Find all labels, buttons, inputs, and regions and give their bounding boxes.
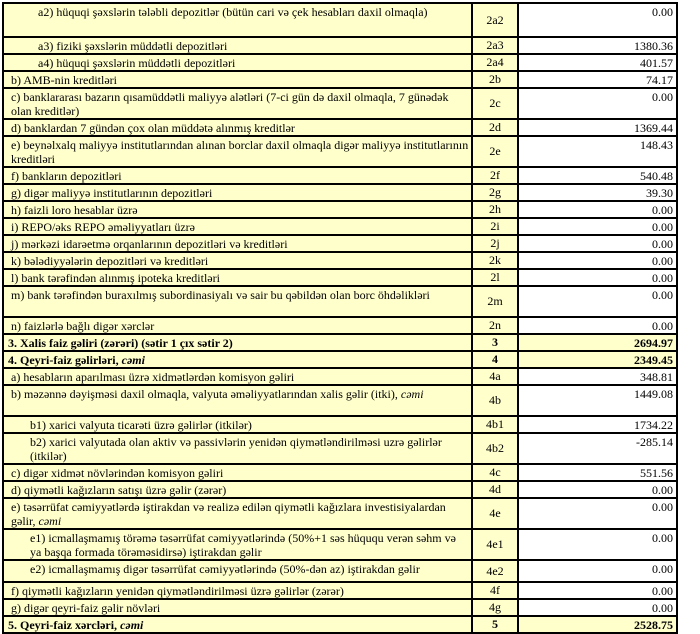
row-value: 1449.08 — [634, 387, 673, 401]
row-code-cell — [471, 499, 519, 528]
row-label: g) digər qeyri-faiz gəlir növləri — [11, 601, 161, 615]
row-label-cell — [4, 434, 471, 463]
row-value-cell — [519, 369, 676, 384]
row-label: f) bankların depozitləri — [11, 169, 122, 183]
row-value: 0.00 — [652, 237, 673, 251]
row-label: l) bank tərəfindən alınmış ipoteka kreditləri — [11, 271, 220, 285]
row-code-cell — [471, 89, 519, 118]
row-value-cell — [519, 202, 676, 217]
row-value: 39.30 — [646, 186, 673, 200]
row-label: a2) hüquqi şəxslərin tələbli depozitlər (bütün cari və çek hesabları daxil olmaqla) — [38, 5, 428, 19]
row-label-cell — [4, 482, 471, 497]
row-code: 2f — [490, 168, 500, 182]
table-row — [4, 617, 676, 634]
table-row — [4, 600, 676, 617]
row-code: 2l — [490, 270, 500, 284]
row-value: 0.00 — [652, 5, 673, 19]
row-label-cell — [4, 600, 471, 615]
table-row — [4, 530, 676, 561]
row-label-cell — [4, 38, 471, 53]
row-value: 551.56 — [640, 466, 673, 480]
row-value-cell — [519, 253, 676, 268]
row-code-cell — [471, 185, 519, 200]
row-label: g) digər maliyyə institutlarının depozitləri — [11, 186, 213, 200]
row-code-cell — [471, 38, 519, 53]
row-label-cell — [4, 386, 471, 415]
row-label-cell — [4, 499, 471, 528]
row-value: 0.00 — [652, 319, 673, 333]
row-value: 148.43 — [640, 138, 673, 152]
row-label-cell — [4, 236, 471, 251]
row-label-cell — [4, 137, 471, 166]
row-label-italic: cəmi — [35, 514, 62, 528]
row-label: b) AMB-nin kreditləri — [11, 73, 117, 87]
row-code: 4b — [489, 393, 501, 407]
row-label: d) qiymətli kağızların satışı üzrə gəlir (zərər) — [11, 483, 227, 497]
table-row — [4, 434, 676, 465]
row-code: 4e1 — [486, 537, 504, 551]
row-value-cell — [519, 386, 676, 415]
row-label-cell — [4, 270, 471, 285]
table-row — [4, 482, 676, 499]
row-value: 540.48 — [640, 169, 673, 183]
row-value: 348.81 — [640, 370, 673, 384]
row-value: 0.00 — [652, 288, 673, 302]
row-value: -285.14 — [636, 435, 673, 449]
row-label-cell — [4, 335, 471, 350]
row-value-cell — [519, 482, 676, 497]
row-label: i) REPO/əks REPO əməliyyatları üzrə — [11, 220, 195, 234]
table-row — [4, 236, 676, 253]
row-value-cell — [519, 499, 676, 528]
row-value: 1369.44 — [634, 121, 673, 135]
row-code: 4d — [489, 482, 501, 496]
row-value-cell — [519, 617, 676, 632]
row-value-cell — [519, 120, 676, 135]
table-row — [4, 270, 676, 287]
row-code-cell — [471, 287, 519, 316]
row-label-cell — [4, 318, 471, 333]
row-code-cell — [471, 168, 519, 183]
row-code: 4a — [489, 369, 501, 383]
table-row — [4, 561, 676, 583]
row-code-cell — [471, 583, 519, 598]
row-label-cell — [4, 530, 471, 559]
row-code: 5 — [492, 617, 498, 631]
row-value-cell — [519, 55, 676, 70]
row-value-cell — [519, 352, 676, 367]
row-label-cell — [4, 287, 471, 316]
row-value: 1734.22 — [634, 418, 673, 432]
row-label-cell — [4, 185, 471, 200]
table-row — [4, 352, 676, 369]
row-code-cell — [471, 55, 519, 70]
row-label-italic: cəmi — [397, 387, 424, 401]
row-value: 2694.97 — [634, 336, 673, 350]
row-code-cell — [471, 417, 519, 432]
table-row — [4, 202, 676, 219]
row-label: f) qiymətli kağızların yenidən qiymətləndirilməsi üzrə gəlirlər (zərər) — [11, 584, 344, 598]
table-row — [4, 417, 676, 434]
table-row — [4, 287, 676, 318]
row-value-cell — [519, 4, 676, 36]
row-label: e) təsərrüfat cəmiyyətlərdə iştirakdan və realizə edilən qiymətli kağızlara investisiyalardan gəlir, — [11, 500, 446, 528]
row-label: 3. Xalis faiz gəliri (zərəri) (sətir 1 çıx sətir 2) — [8, 336, 233, 350]
row-label: c) banklararası bazarın qısamüddətli maliyyə alətləri (7-ci gün də daxil olmaqla, 7 günədək olan kreditlər) — [11, 90, 449, 118]
row-value-cell — [519, 318, 676, 333]
table-row — [4, 219, 676, 236]
row-code-cell — [471, 318, 519, 333]
row-label: b2) xarici valyutada olan aktiv və passivlərin yenidən qiymətləndirilməsi uzrə gəlirlər (itkilər) — [30, 435, 442, 463]
row-code: 2a2 — [486, 12, 504, 27]
row-value: 0.00 — [652, 254, 673, 268]
table-row — [4, 583, 676, 600]
row-label: m) bank tərəfindən buraxılmış subordinasiyalı və sair bu qəbildən olan borc öhdəlikləri — [11, 288, 430, 302]
row-label: c) digər xidmət növlərindən komisyon gəliri — [11, 466, 224, 480]
row-label-cell — [4, 168, 471, 183]
row-label: b) məzənnə dəyişməsi daxil olmaqla, valyuta əməliyyatlarından xalis gəlir (itki), — [11, 387, 398, 401]
row-label-cell — [4, 55, 471, 70]
row-value-cell — [519, 270, 676, 285]
row-label: h) faizli loro hesablar üzrə — [11, 203, 138, 217]
row-code-cell — [471, 434, 519, 463]
row-code: 2b — [489, 72, 501, 86]
row-value-cell — [519, 168, 676, 183]
row-value: 0.00 — [652, 531, 673, 545]
row-code-cell — [471, 137, 519, 166]
row-label: j) mərkəzi idarəetmə orqanlarının depozitləri və kreditləri — [11, 237, 288, 251]
table-row — [4, 38, 676, 55]
table-row — [4, 253, 676, 270]
table-row — [4, 89, 676, 120]
row-value-cell — [519, 38, 676, 53]
row-value-cell — [519, 219, 676, 234]
table-row — [4, 185, 676, 202]
row-value: 1380.36 — [634, 39, 673, 53]
row-code-cell — [471, 335, 519, 350]
row-code-cell — [471, 482, 519, 497]
row-value: 74.17 — [646, 73, 673, 87]
row-value: 0.00 — [652, 271, 673, 285]
row-label-cell — [4, 89, 471, 118]
row-code: 2a4 — [486, 55, 504, 69]
row-code: 2i — [490, 219, 500, 233]
row-value-cell — [519, 583, 676, 598]
row-label-cell — [4, 253, 471, 268]
row-code: 2e — [489, 144, 501, 158]
row-code-cell — [471, 530, 519, 559]
row-label-cell — [4, 369, 471, 384]
row-value-cell — [519, 600, 676, 615]
row-label: n) faizlərlə bağlı digər xərclər — [11, 319, 155, 333]
row-code: 2m — [487, 294, 503, 308]
row-value: 0.00 — [652, 203, 673, 217]
row-code-cell — [471, 253, 519, 268]
row-code-cell — [471, 270, 519, 285]
row-code-cell — [471, 386, 519, 415]
row-code-cell — [471, 120, 519, 135]
row-code-cell — [471, 369, 519, 384]
row-value: 2528.75 — [634, 618, 673, 632]
row-code-cell — [471, 561, 519, 581]
row-value-cell — [519, 287, 676, 316]
row-label: a3) fiziki şəxslərin müddətli depozitləri — [38, 39, 228, 53]
row-value: 0.00 — [652, 584, 673, 598]
row-value: 0.00 — [652, 500, 673, 514]
row-label-cell — [4, 219, 471, 234]
row-value: 0.00 — [652, 90, 673, 104]
table-row — [4, 168, 676, 185]
row-code-cell — [471, 352, 519, 367]
row-label-italic: cəmi — [117, 618, 144, 632]
row-code-cell — [471, 72, 519, 87]
row-value: 0.00 — [652, 562, 673, 576]
row-value: 401.57 — [640, 56, 673, 70]
row-code: 4b2 — [486, 441, 504, 455]
row-code-cell — [471, 202, 519, 217]
row-value-cell — [519, 72, 676, 87]
row-code: 2a3 — [486, 38, 504, 52]
table-row — [4, 55, 676, 72]
row-value: 0.00 — [652, 601, 673, 615]
table-row — [4, 137, 676, 168]
row-code: 4e2 — [486, 563, 504, 578]
row-code: 4b1 — [486, 417, 504, 431]
row-value-cell — [519, 236, 676, 251]
table-row — [4, 72, 676, 89]
row-label-cell — [4, 583, 471, 598]
row-label-cell — [4, 417, 471, 432]
row-code: 2h — [489, 202, 501, 216]
table-row — [4, 499, 676, 530]
row-value-cell — [519, 417, 676, 432]
row-label-cell — [4, 465, 471, 480]
row-label: e) beynəlxalq maliyyə institutlarından alınan borclar daxil olmaqla digər maliyyə institutlarının kreditləri — [11, 138, 469, 166]
table-row — [4, 386, 676, 417]
row-label: d) banklardan 7 gündən çox olan müddətə alınmış kreditlər — [11, 121, 295, 135]
table-row — [4, 318, 676, 335]
row-label-cell — [4, 202, 471, 217]
row-code: 4c — [489, 465, 501, 479]
row-code: 2n — [489, 318, 501, 332]
row-label-cell — [4, 617, 471, 632]
row-value-cell — [519, 465, 676, 480]
row-code: 2g — [489, 185, 501, 199]
row-label: e2) icmallaşmamış digər təsərrüfat cəmiyyətlərində (50%-dən az) iştirakdan gəlir — [30, 562, 420, 576]
row-label-italic: cəmi — [118, 353, 145, 367]
row-code: 4f — [490, 583, 500, 597]
row-code: 4 — [492, 352, 498, 366]
row-label: k) bələdiyyələrin depozitləri və kreditləri — [11, 254, 209, 268]
row-label: a4) hüquqi şəxslərin müddətli depozitləri — [38, 56, 236, 70]
row-value-cell — [519, 530, 676, 559]
row-code: 2j — [490, 236, 500, 250]
row-code: 2k — [489, 253, 501, 267]
row-value: 2349.45 — [634, 353, 673, 367]
table-row — [4, 120, 676, 137]
table-row — [4, 369, 676, 386]
row-code-cell — [471, 219, 519, 234]
table-row — [4, 335, 676, 352]
row-label: a) hesabların aparılması üzrə xidmətlərdən komisyon gəliri — [11, 370, 295, 384]
row-code-cell — [471, 465, 519, 480]
row-label-cell — [4, 4, 471, 36]
row-value: 0.00 — [652, 483, 673, 497]
row-code: 2d — [489, 120, 501, 134]
row-label-cell — [4, 561, 471, 581]
row-value-cell — [519, 561, 676, 581]
row-code: 4e — [489, 506, 501, 520]
row-value-cell — [519, 89, 676, 118]
financial-report-table — [2, 2, 678, 634]
row-label: e1) icmallaşmamış törəmə təsərrüfat cəmiyyətlərində (50%+1 səs hüququ verən səhm və ya başqa formada törəməsidirsə) iştirakdan gəlir — [30, 531, 456, 559]
row-label: 4. Qeyri-faiz gəlirləri, — [8, 353, 119, 367]
row-label-cell — [4, 120, 471, 135]
row-code-cell — [471, 236, 519, 251]
row-value-cell — [519, 335, 676, 350]
table-row — [4, 465, 676, 482]
row-value-cell — [519, 137, 676, 166]
row-code-cell — [471, 600, 519, 615]
row-label: 5. Qeyri-faiz xərcləri, — [8, 618, 118, 632]
row-code: 3 — [492, 335, 498, 349]
row-code: 2c — [489, 96, 501, 110]
row-code-cell — [471, 617, 519, 632]
table-row — [4, 4, 676, 38]
row-value: 0.00 — [652, 220, 673, 234]
row-code-cell — [471, 4, 519, 36]
row-value-cell — [519, 185, 676, 200]
row-label-cell — [4, 72, 471, 87]
row-value-cell — [519, 434, 676, 463]
row-label: b1) xarici valyuta ticarəti üzrə gəlirlər (itkilər) — [30, 418, 252, 432]
row-label-cell — [4, 352, 471, 367]
row-code: 4g — [489, 600, 501, 614]
